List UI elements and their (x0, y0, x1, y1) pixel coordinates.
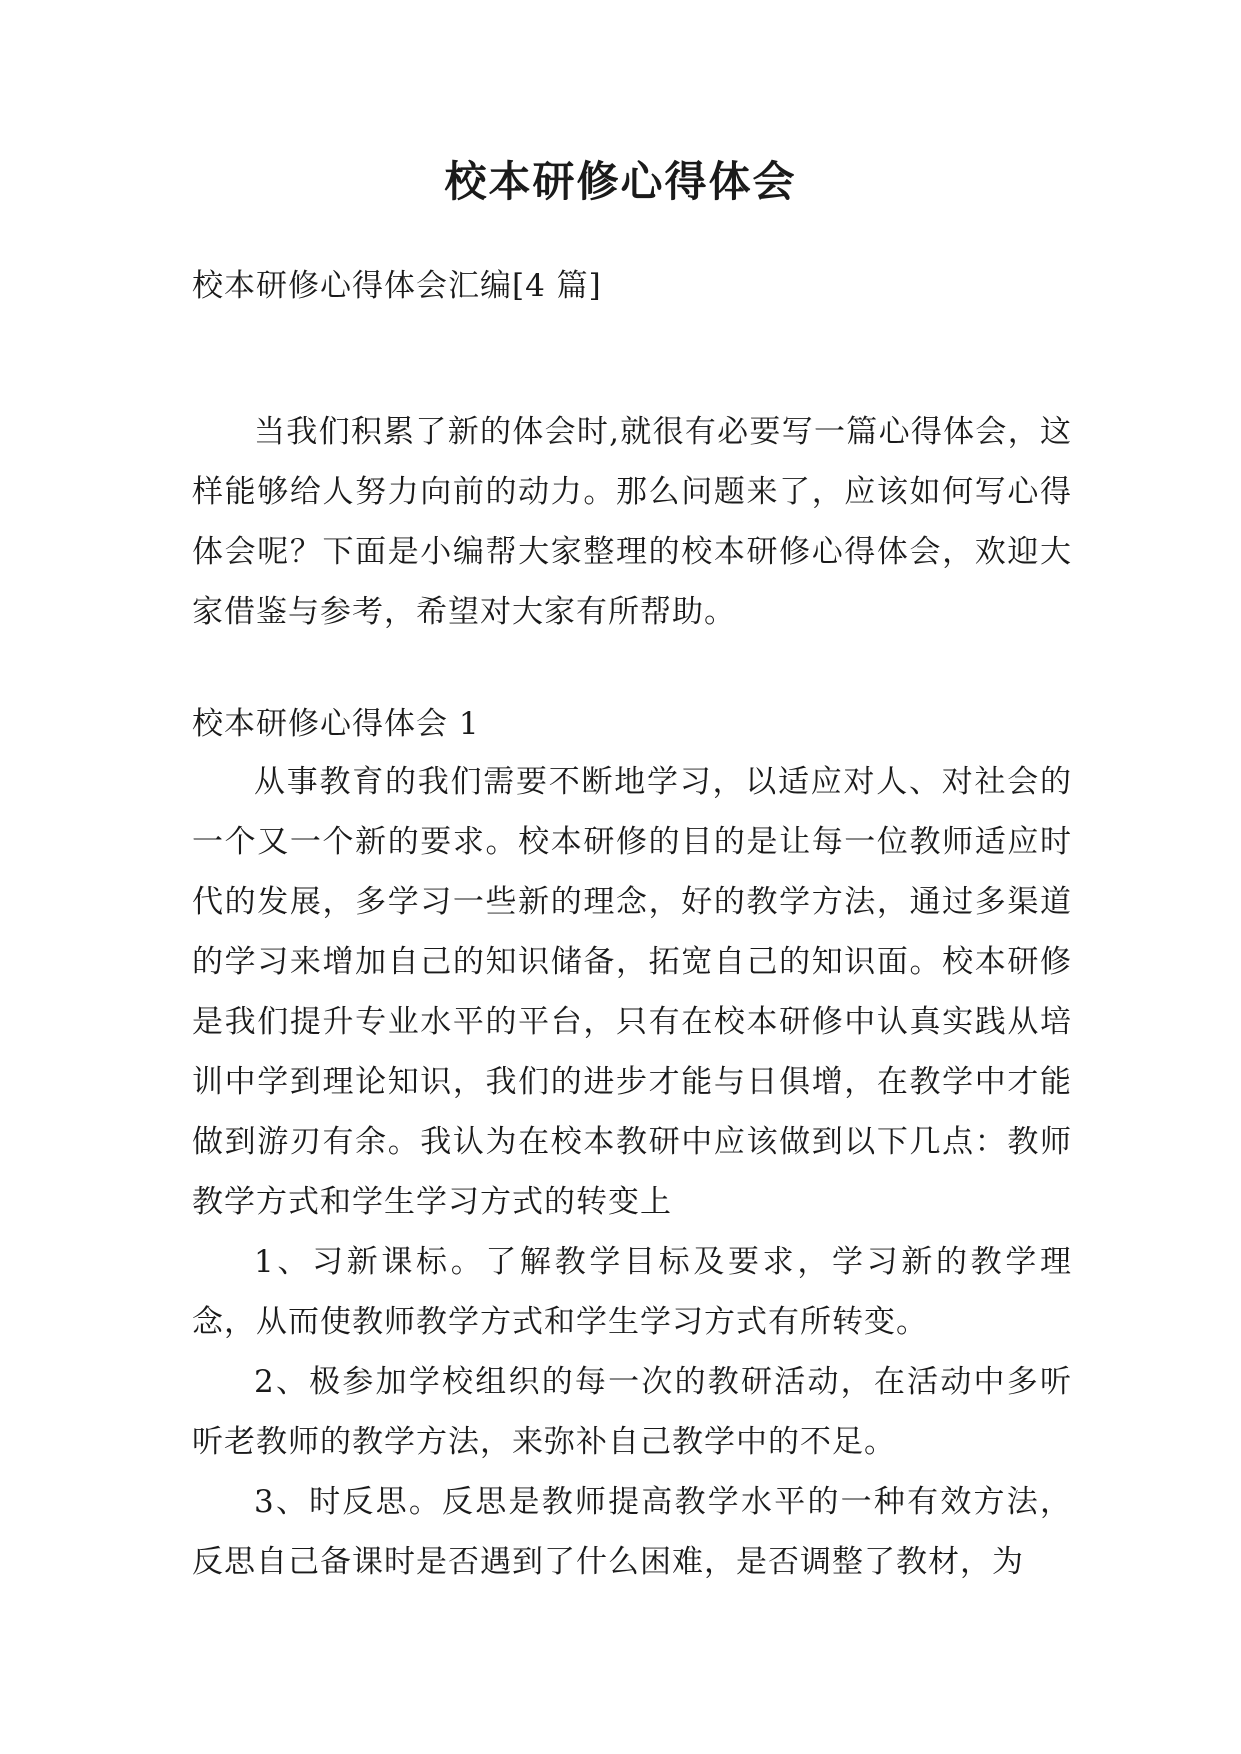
body-paragraph: 1、习新课标。了解教学目标及要求，学习新的教学理念，从而使教师教学方式和学生学习方式有所转变。 (192, 1244, 1072, 1340)
section-heading: 校本研修心得体会 1 (192, 706, 480, 742)
body-paragraph: 3、时反思。反思是教师提高教学水平的一种有效方法，反思自己备课时是否遇到了什么困难，是否调整了教材，为 (192, 1484, 1072, 1580)
document-title: 校本研修心得体会 (444, 157, 797, 206)
document-subtitle: 校本研修心得体会汇编[4 篇] (192, 268, 602, 304)
section-body (192, 752, 1072, 1592)
body-paragraph: 2、极参加学校组织的每一次的教研活动，在活动中多听听老教师的教学方法，来弥补自己教学中的不足。 (192, 1364, 1072, 1460)
body-paragraph: 从事教育的我们需要不断地学习，以适应对人、对社会的一个又一个新的要求。校本研修的目的是让每一位教师适应时代的发展，多学习一些新的理念，好的教学方法，通过多渠道的学习来增加自己的知识储备，拓宽自己的知识面。校本研修是我们提升专业水平的平台，只有在校本研修中认真实践从培训中学到理论知识，我们的进步才能与日俱增，在教学中才能做到游刃有余。我认为在校本教研中应该做到以下几点：教师教学方式和学生学习方式的转变上 (192, 764, 1072, 1220)
intro-paragraph: 当我们积累了新的体会时,就很有必要写一篇心得体会，这样能够给人努力向前的动力。那么问题来了，应该如何写心得体会呢？下面是小编帮大家整理的校本研修心得体会，欢迎大家借鉴与参考，希望对大家有所帮助。 (192, 414, 1072, 630)
